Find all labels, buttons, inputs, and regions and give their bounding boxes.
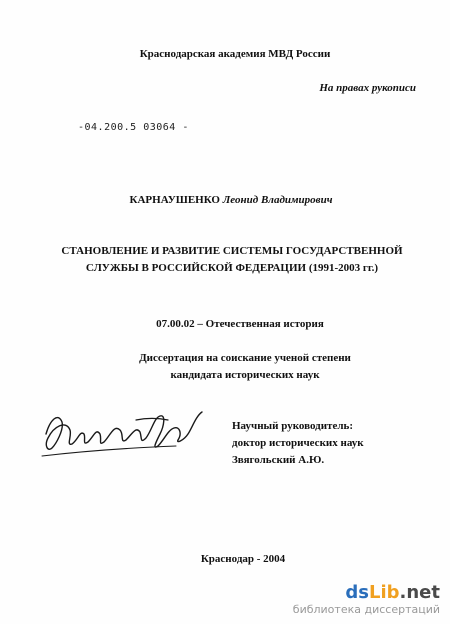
scientific-advisor (232, 418, 364, 469)
degree-statement (0, 350, 450, 384)
library-stamp-number: -04.200.5 03064 - (78, 122, 189, 133)
advisor-line-2: доктор исторических наук (232, 437, 364, 449)
manuscript-rights-note: На правах рукописи (319, 82, 416, 94)
specialty (0, 318, 450, 331)
watermark-subtitle: библиотека диссертаций (292, 603, 440, 616)
watermark-logo-net: .net (399, 582, 440, 603)
author-surname: КАРНАУШЕНКО (129, 194, 220, 206)
city-year: Краснодар - 2004 (200, 553, 286, 565)
specialty-code: 07.00.02 (156, 318, 195, 330)
advisor-line-1: Научный руководитель: (232, 420, 353, 432)
author-signature (36, 400, 216, 464)
author-given-names: Леонид Владимирович (222, 194, 333, 206)
watermark-logo (293, 583, 440, 603)
advisor-line-3: Звягольский А.Ю. (232, 454, 325, 466)
watermark-logo-lib: Lib (369, 582, 400, 603)
academy-name: Краснодарская академия МВД России (139, 48, 331, 60)
title-line-1: СТАНОВЛЕНИЕ И РАЗВИТИЕ СИСТЕМЫ ГОСУДАРСТВЕННОЙ (61, 245, 403, 257)
dissertation-title (0, 243, 450, 277)
specialty-name: – Отечественная история (194, 318, 324, 330)
degree-line-1: Диссертация на соискание ученой степени (139, 352, 351, 364)
watermark-logo-ds: ds (345, 582, 369, 603)
author-name (0, 194, 450, 207)
title-line-2: СЛУЖБЫ В РОССИЙСКОЙ ФЕДЕРАЦИИ (1991-2003 гг.) (85, 262, 379, 274)
degree-line-2: кандидата исторических наук (170, 369, 320, 381)
dslib-watermark (293, 583, 440, 616)
